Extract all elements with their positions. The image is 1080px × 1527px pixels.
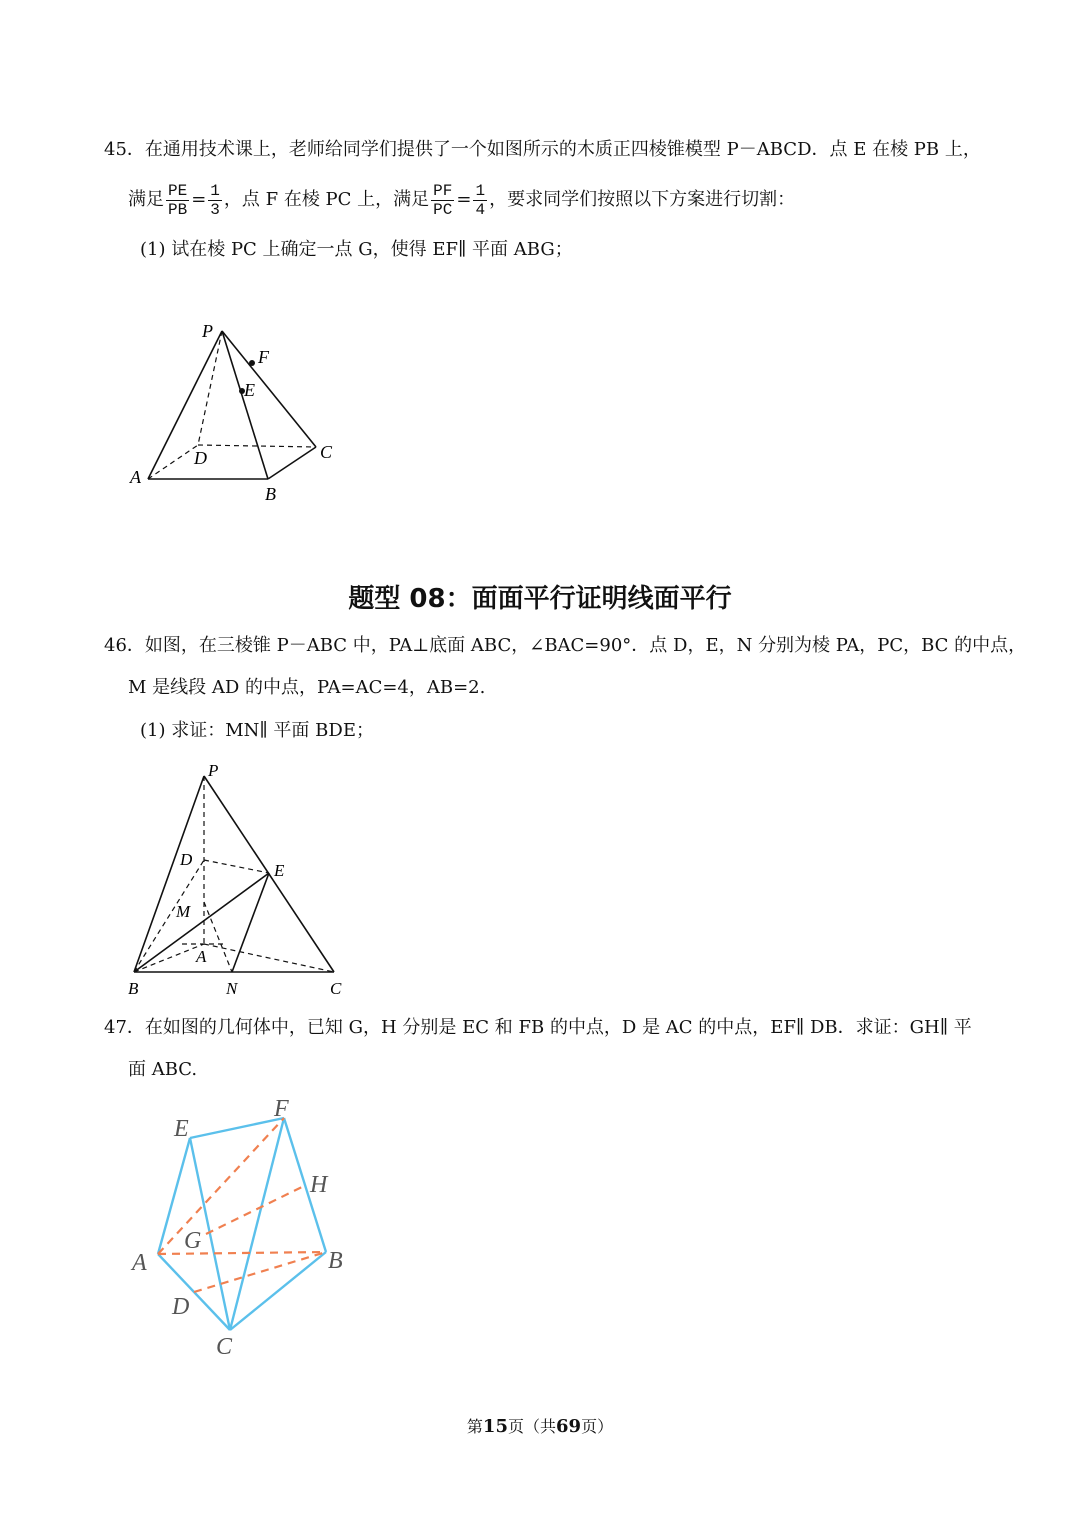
q45-sub1: (1) 试在棱 PC 上确定一点 G，使得 EF∥ 平面 ABG； — [140, 239, 573, 260]
label-H: H — [310, 1172, 328, 1198]
edge-BA — [134, 944, 204, 972]
q47-line1: 47．在如图的几何体中，已知 G，H 分别是 EC 和 FB 的中点，D 是 AC 的中点，EF∥ DB．求证：GH∥ 平 — [104, 1017, 972, 1038]
edge-EN — [232, 873, 269, 972]
q45-frac2: $\frac{PF}{PC}$ — [433, 181, 453, 219]
point-F — [249, 360, 255, 366]
edge-PC — [222, 331, 316, 447]
edge-FC — [230, 1118, 284, 1330]
label-A: A — [130, 467, 141, 487]
edge-BC — [230, 1252, 326, 1330]
q45-line2: 满足 $\frac{PE}{PB}$ = $\frac{1}{3}$ ，点 F 在棱 PC 上，满足 $\frac{PF}{PC}$ = $\frac{1}{4}$ ，要求同学们按照以下方案进行切割： — [128, 181, 796, 219]
q46-line2: M 是线段 AD 的中点，PA=AC=4，AB=2. — [128, 677, 486, 698]
q45-val1: $\frac{1}{3}$ — [210, 181, 220, 219]
q46-sub1: (1) 求证：MN∥ 平面 BDE； — [140, 720, 374, 741]
edge-PB — [134, 776, 204, 972]
label-B: B — [328, 1248, 343, 1274]
q45-line2-mid: ，点 F 在棱 PC 上，满足 — [223, 189, 430, 210]
edge-EF — [190, 1118, 284, 1138]
q47-line2: 面 ABC. — [128, 1059, 198, 1080]
q45-frac1: $\frac{PE}{PB}$ — [168, 181, 188, 219]
edge-BC — [268, 447, 316, 479]
q45-line2-pre: 满足 — [128, 189, 164, 210]
label-D: D — [172, 1294, 190, 1320]
edge-BD — [134, 860, 204, 972]
label-G: G — [184, 1228, 202, 1254]
label-D: D — [180, 850, 193, 869]
page-number: 15 — [482, 1416, 508, 1437]
q46-figure — [120, 758, 360, 1003]
label-C: C — [216, 1334, 233, 1360]
edge-PA — [148, 331, 222, 479]
q45-figure — [120, 315, 350, 515]
page-footer: 第15页（共69页） — [466, 1416, 614, 1437]
q45-line1: 45．在通用技术课上，老师给同学们提供了一个如图所示的木质正四棱锥模型 P－ABCD．点 E 在棱 PB 上， — [104, 139, 981, 160]
label-A: A — [132, 1250, 147, 1276]
label-E: E — [274, 861, 285, 880]
label-C: C — [330, 979, 342, 998]
edge-PD — [198, 331, 222, 445]
label-B: B — [265, 484, 276, 504]
label-B: B — [128, 979, 139, 998]
label-D: D — [194, 448, 207, 468]
label-F: F — [258, 347, 269, 367]
edge-MN — [204, 902, 232, 972]
q45-line2-post: ，要求同学们按照以下方案进行切割： — [489, 189, 796, 210]
edge-DE — [204, 860, 269, 873]
q45-val2: $\frac{1}{4}$ — [475, 181, 486, 219]
label-P: P — [202, 321, 213, 341]
label-C: C — [320, 442, 333, 462]
page-total: 69 — [556, 1416, 582, 1437]
q47-figure — [120, 1090, 360, 1360]
label-E: E — [174, 1116, 189, 1142]
edge-AD — [148, 445, 198, 479]
label-N: N — [226, 979, 238, 998]
label-M: M — [176, 902, 191, 921]
label-A: A — [196, 947, 207, 966]
edge-GH — [206, 1186, 304, 1234]
section-title: 题型 08：面面平行证明线面平行 — [348, 584, 732, 614]
q46-line1: 46．如图，在三棱锥 P－ABC 中，PA⊥底面 ABC，∠BAC=90°．点 D，E，N 分别为棱 PA，PC，BC 的中点， — [104, 635, 1027, 656]
label-F: F — [274, 1096, 289, 1122]
label-E: E — [244, 380, 255, 400]
label-P: P — [208, 761, 219, 780]
edge-AC — [204, 944, 334, 972]
